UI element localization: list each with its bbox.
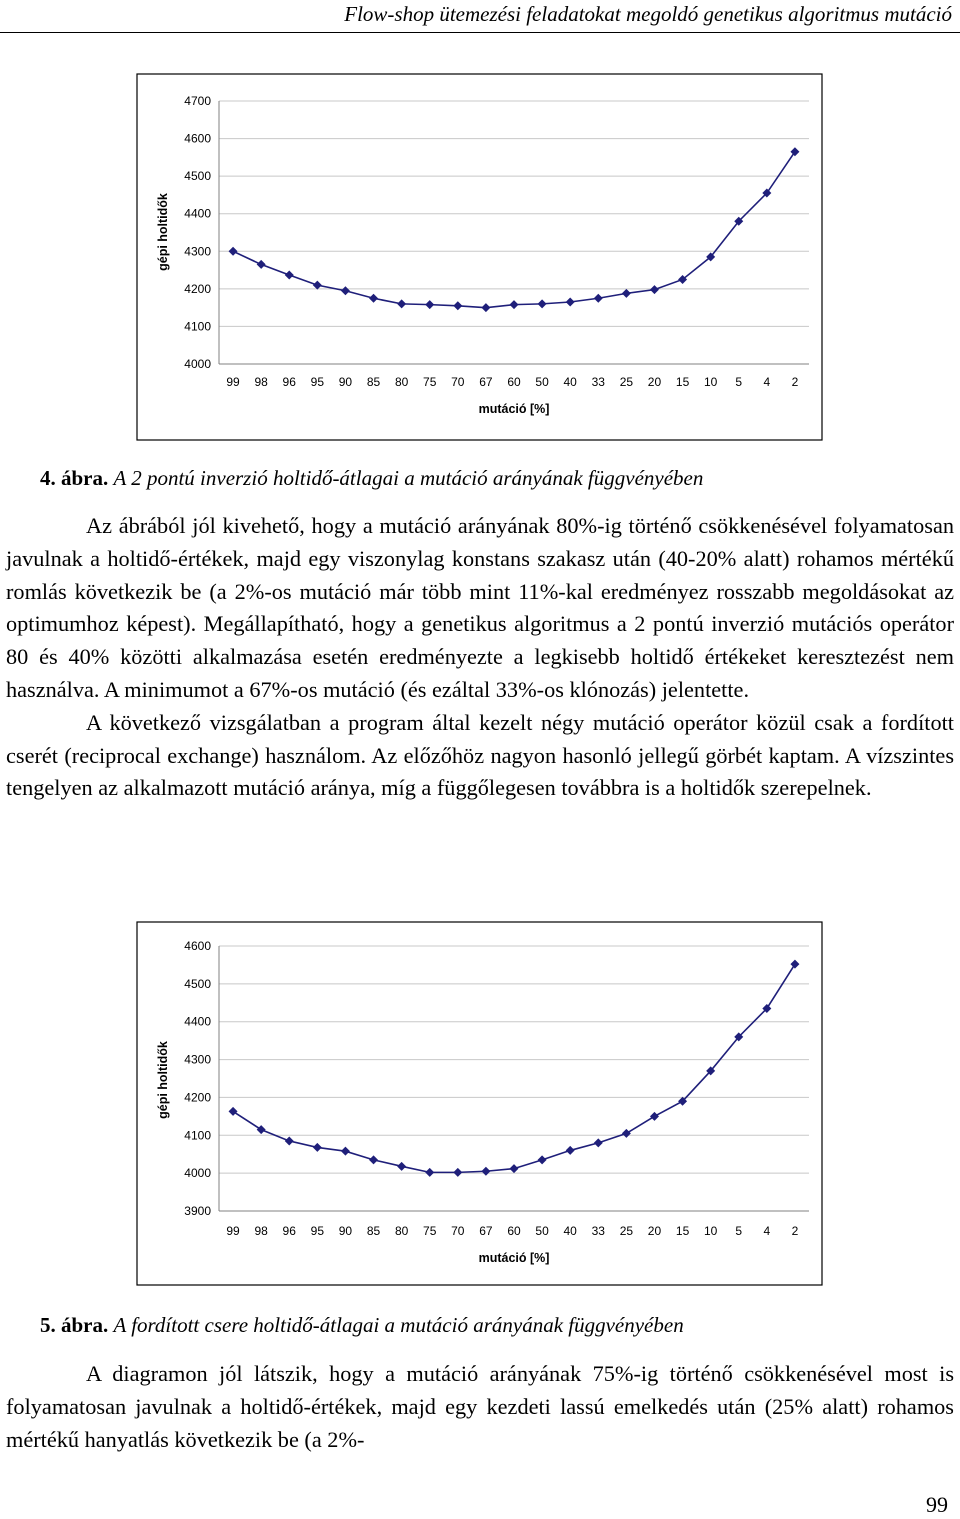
paragraph-2: A következő vizsgálatban a program által kezelt négy mutáció operátor közül csak a fordított cserét (reciprocal exchange) használom. Az előzőhöz nagyon hasonló jellegű görbét kaptam. A vízszintes tengelyen az alkalmazott mutáció aránya, míg a függőlegesen továbbra is a holtidők szerepelnek. (6, 709, 954, 801)
y-tick-label: 4400 (184, 1014, 211, 1029)
x-tick-label: 2 (791, 1224, 799, 1238)
y-tick-label: 3900 (184, 1204, 211, 1218)
x-tick-label: 80 (394, 375, 409, 389)
x-tick-label: 90 (338, 1224, 353, 1238)
x-tick-label: 67 (479, 375, 493, 389)
y-tick-label: 4500 (184, 976, 211, 991)
x-tick-label: 67 (479, 1224, 493, 1238)
x-tick-label: 2 (791, 375, 799, 389)
x-tick-label: 20 (647, 1224, 662, 1238)
x-tick-label: 85 (366, 375, 381, 389)
y-tick-label: 4000 (184, 357, 211, 371)
y-tick-label: 4500 (184, 169, 211, 184)
figure4-caption-text: A 2 pontú inverzió holtidő-átlagai a mutáció arányának függvényében (113, 466, 704, 490)
y-tick-label: 4700 (184, 94, 211, 108)
body-text-2 (6, 1358, 954, 1456)
y-tick-label: 4200 (184, 1090, 211, 1105)
x-tick-label: 40 (563, 375, 577, 389)
y-axis-title: gépi holtidők (156, 193, 170, 271)
figure5-caption-text: A fordított csere holtidő-átlagai a mutáció arányának függvényében (113, 1313, 684, 1337)
x-tick-label: 33 (591, 1224, 605, 1238)
y-tick-label: 4200 (184, 281, 211, 296)
x-tick-label: 70 (451, 1224, 465, 1238)
running-header: Flow-shop ütemezési feladatokat megoldó genetikus algoritmus mutáció (344, 2, 952, 26)
x-tick-label: 20 (647, 375, 662, 389)
paragraph-1: Az ábrából jól kivehető, hogy a mutáció arányának 80%-ig történő csökkenésével folyamatosan javulnak a holtidő-értékek, majd egy viszonylag konstans szakasz után (40-20% alatt) rohamos mértékű romlás következik be (a 2%-os mutáció már több mint 11%-kal eredményez rosszabb megoldásokat az optimumhoz képest). Megállapítható, hogy a genetikus algoritmus a 2 pontú inverzió mutációs operátor 80 és 40% közötti alkalmazása esetén eredményezte a legkisebb holtidő értékeket keresztezést nem használva. A minimumot a 67%-os mutáció (és ezáltal 33%-os klónozás) jelentette. (6, 513, 954, 702)
x-tick-label: 96 (282, 1224, 296, 1238)
figure5-caption (40, 1313, 684, 1338)
y-tick-label: 4600 (184, 939, 211, 953)
x-tick-label: 50 (535, 1224, 549, 1238)
x-tick-label: 85 (366, 1224, 381, 1238)
x-tick-label: 25 (619, 375, 634, 389)
x-tick-label: 96 (282, 375, 296, 389)
x-tick-label: 60 (507, 375, 521, 389)
x-tick-label: 50 (535, 375, 549, 389)
x-tick-label: 95 (310, 375, 325, 389)
x-tick-label: 70 (451, 375, 465, 389)
figure4-caption-label: 4. ábra. (40, 466, 109, 490)
y-tick-label: 4000 (184, 1166, 211, 1181)
x-tick-label: 95 (310, 1224, 325, 1238)
y-tick-label: 4300 (184, 244, 211, 259)
x-tick-label: 98 (254, 1224, 268, 1238)
x-tick-label: 80 (394, 1224, 409, 1238)
x-tick-label: 5 (735, 1224, 743, 1238)
paragraph-3: A diagramon jól látszik, hogy a mutáció arányának 75%-ig történő csökkenésével most is folyamatosan javulnak a holtidő-értékek, majd egy kezdeti lassú emelkedés után (25% alatt) rohamos mértékű hanyatlás következik be (a 2%- (6, 1361, 954, 1452)
x-tick-label: 98 (254, 375, 268, 389)
x-tick-label: 75 (423, 375, 437, 389)
x-tick-label: 60 (507, 1224, 521, 1238)
x-tick-label: 10 (703, 1224, 718, 1238)
x-tick-label: 4 (763, 1224, 771, 1238)
x-tick-label: 99 (226, 1224, 240, 1238)
y-tick-label: 4600 (184, 131, 211, 146)
x-axis-title: mutáció [%] (478, 1251, 550, 1265)
x-tick-label: 5 (735, 375, 743, 389)
y-tick-label: 4400 (184, 206, 211, 221)
x-tick-label: 33 (591, 375, 605, 389)
x-tick-label: 90 (338, 375, 353, 389)
page-number: 99 (926, 1492, 948, 1517)
y-tick-label: 4300 (184, 1052, 211, 1067)
figure5-caption-label: 5. ábra. (40, 1313, 109, 1337)
y-tick-label: 4100 (184, 1128, 211, 1143)
x-tick-label: 4 (763, 375, 771, 389)
x-axis-title: mutáció [%] (478, 402, 550, 416)
y-tick-label: 4100 (184, 319, 211, 334)
x-tick-label: 40 (563, 1224, 577, 1238)
x-tick-label: 99 (226, 375, 240, 389)
x-tick-label: 15 (675, 375, 690, 389)
y-axis-title: gépi holtidők (156, 1041, 170, 1119)
x-tick-label: 15 (675, 1224, 690, 1238)
x-tick-label: 10 (703, 375, 718, 389)
x-tick-label: 75 (423, 1224, 437, 1238)
x-tick-label: 25 (619, 1224, 634, 1238)
